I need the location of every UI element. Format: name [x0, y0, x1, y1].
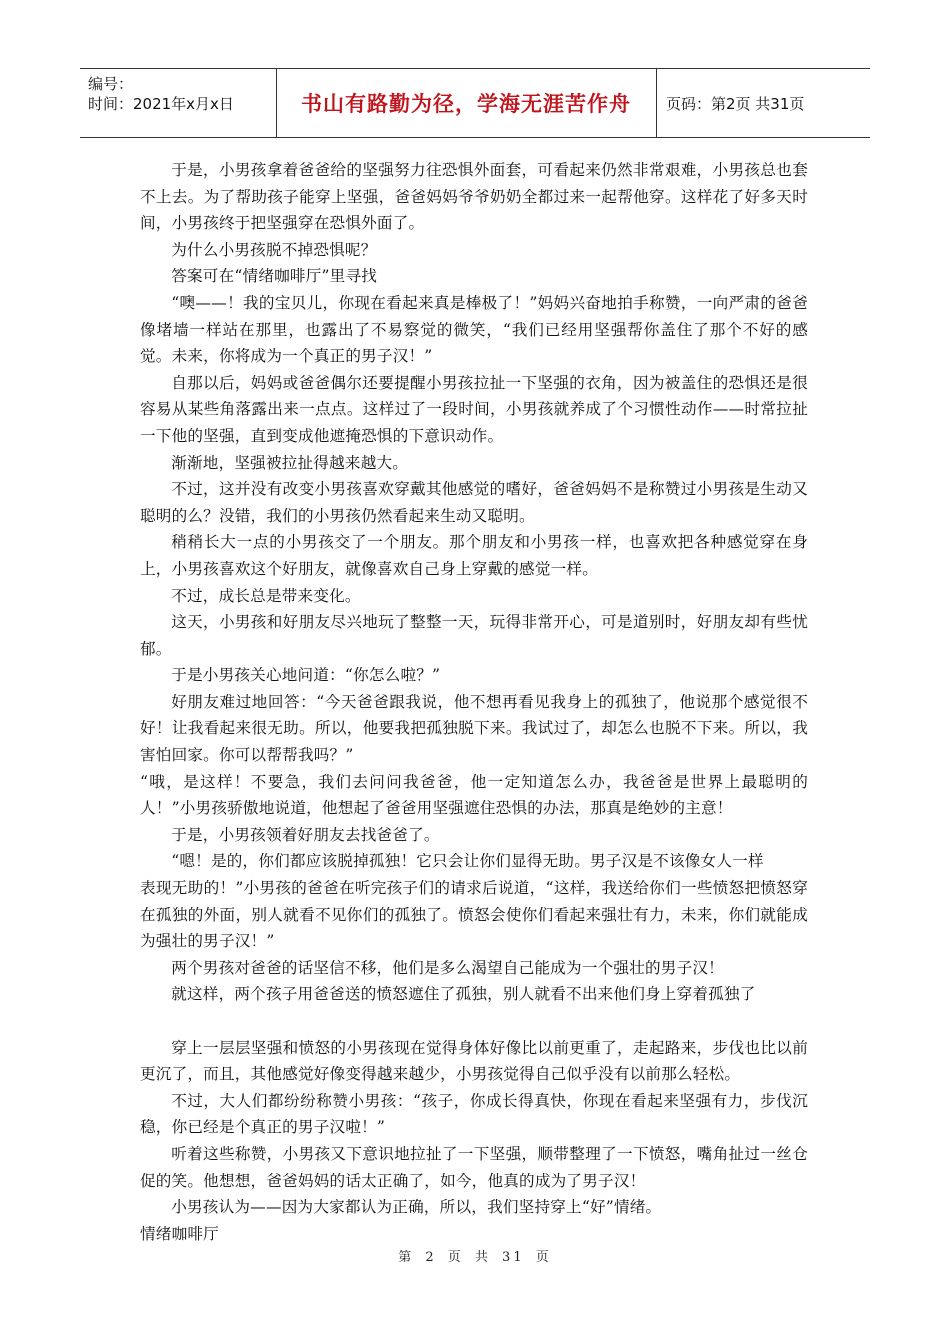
document-number-label: 编号：	[88, 75, 134, 93]
body-paragraph: 于是，小男孩领着好朋友去找爸爸了。	[171, 825, 440, 844]
body-paragraph: 稍稍长大一点的小男孩交了一个朋友。那个朋友和小男孩一样，也喜欢把各种感觉穿在身上，小男孩喜欢这个好朋友，就像喜欢自己身上穿戴的感觉一样。	[140, 533, 808, 578]
body-paragraph: 听着这些称赞，小男孩又下意识地拉扯了一下坚强，顺带整理了一下愤怒，嘴角扯过一丝仓促的笑。他想想，爸爸妈妈的话太正确了，如今，他真的成为了男子汉！	[140, 1144, 808, 1190]
body-paragraph: 于是，小男孩拿着爸爸给的坚强努力往恐惧外面套，可看起来仍然非常艰难，小男孩总也套不上去。为了帮助孩子能穿上坚强，爸爸妈妈爷爷奶奶全都过来一起帮他穿。这样花了好多天时间，小男孩终于把坚强穿在恐惧外面了。	[140, 161, 808, 233]
body-paragraph: 情绪咖啡厅	[140, 1224, 219, 1243]
body-paragraph: 两个男孩对爸爸的话坚信不移，他们是多么渴望自己能成为一个强壮的男子汉！	[171, 958, 724, 977]
body-paragraph: 不过，成长总是带来变化。	[171, 586, 361, 605]
body-paragraph: 自那以后，妈妈或爸爸偶尔还要提醒小男孩拉扯一下坚强的衣角，因为被盖住的恐惧还是很容易从某些角落露出来一点点。这样过了一段时间，小男孩就养成了个习惯性动作——时常拉扯一下他的坚强，直到变成他遮掩恐惧的下意识动作。	[140, 373, 808, 445]
footer-page-number: 第 2 页 共 31 页	[398, 1250, 552, 1265]
header-page-code: 页码：第2页 共31页	[666, 94, 805, 113]
page-footer	[0, 1246, 950, 1265]
body-paragraph: 小男孩认为——因为大家都认为正确，所以，我们坚持穿上“好”情绪。	[171, 1198, 662, 1217]
body-paragraph: “嗯！是的，你们都应该脱掉孤独！它只会让你们显得无助。男子汉是不该像女人一样	[171, 852, 764, 871]
body-paragraph: 不过，大人们都纷纷称赞小男孩：“孩子，你成长得真快，你现在看起来坚强有力，步伐沉稳，你已经是个真正的男子汉啦！”	[140, 1091, 808, 1137]
body-paragraph: 不过，这并没有改变小男孩喜欢穿戴其他感觉的嗜好，爸爸妈妈不是称赞过小男孩是生动又聪明的么？没错，我们的小男孩仍然看起来生动又聪明。	[140, 480, 808, 525]
document-date-label: 时间：2021年x月x日	[88, 95, 234, 113]
body-paragraph: “哦，是这样！不要急，我们去问问我爸爸，他一定知道怎么办，我爸爸是世界上最聪明的人！”小男孩骄傲地说道，他想起了爸爸用坚强遮住恐惧的办法，那真是绝妙的主意！	[140, 772, 808, 818]
body-paragraph: 穿上一层层坚强和愤怒的小男孩现在觉得身体好像比以前更重了，走起路来，步伐也比以前更沉了，而且，其他感觉好像变得越来越少，小男孩觉得自己似乎没有以前那么轻松。	[140, 1038, 808, 1084]
body-paragraph: 这天，小男孩和好朋友尽兴地玩了整整一天，玩得非常开心，可是道别时，好朋友却有些忧郁。	[140, 613, 808, 658]
body-paragraph: 好朋友难过地回答：“今天爸爸跟我说，他不想再看见我身上的孤独了，他说那个感觉很不好！让我看起来很无助。所以，他要我把孤独脱下来。我试过了，却怎么也脱不下来。所以，我害怕回家。你可以帮帮我吗？”	[140, 692, 808, 765]
page-header	[80, 68, 870, 138]
body-paragraph: 答案可在“情绪咖啡厅”里寻找	[171, 267, 378, 286]
body-paragraph: 渐渐地，坚强被拉扯得越来越大。	[171, 453, 409, 472]
body-paragraph: 为什么小男孩脱不掉恐惧呢？	[171, 240, 377, 259]
body-paragraph: 就这样，两个孩子用爸爸送的愤怒遮住了孤独，别人就看不出来他们身上穿着孤独了	[171, 985, 756, 1004]
body-paragraph: “噢——！我的宝贝儿，你现在看起来真是棒极了！”妈妈兴奋地拍手称赞，一向严肃的爸爸像堵墙一样站在那里，也露出了不易察觉的微笑，“我们已经用坚强帮你盖住了那个不好的感觉。未来，你将成为一个真正的男子汉！”	[140, 293, 808, 366]
body-paragraph: 于是小男孩关心地问道：“你怎么啦？”	[171, 666, 441, 685]
header-motto: 书山有路勤为径，学海无涯苦作舟	[276, 69, 657, 137]
header-info-cell	[80, 69, 277, 137]
body-paragraph: 表现无助的！”小男孩的爸爸在听完孩子们的请求后说道，“这样，我送给你们一些愤怒把愤怒穿在孤独的外面，别人就看不见你们的孤独了。愤怒会使你们看起来强壮有力，未来，你们就能成为强壮的男子汉！”	[140, 879, 808, 951]
document-body	[140, 157, 808, 1247]
